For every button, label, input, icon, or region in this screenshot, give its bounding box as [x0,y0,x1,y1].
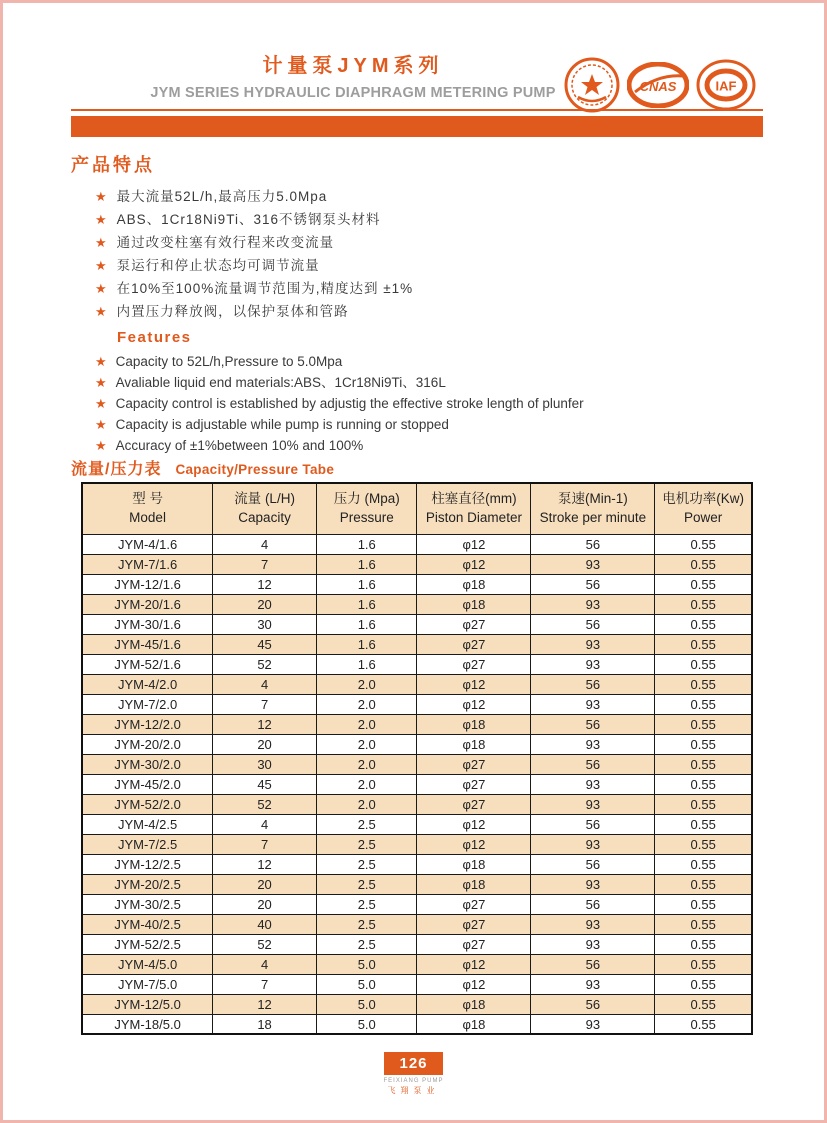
feature-item [95,254,735,277]
feature-text: Accuracy of ±1%between 10% and 100% [115,438,364,453]
table-cell: 5.0 [316,1014,417,1034]
table-cell: 52 [213,794,317,814]
table-cell: 20 [213,874,317,894]
capacity-pressure-table [81,482,753,1035]
table-cell: 2.0 [316,674,417,694]
table-cell: JYM-7/2.5 [82,834,213,854]
pressure-table-body [82,534,752,1034]
table-cell: 2.5 [316,814,417,834]
table-row [82,794,752,814]
feature-text: 内置压力释放阀，以保护泵体和管路 [116,304,349,319]
table-cell: 93 [531,554,655,574]
table-cell: 56 [531,814,655,834]
column-header [531,483,655,534]
feature-item [95,435,735,456]
table-row [82,774,752,794]
table-row [82,854,752,874]
table-cell: 5.0 [316,954,417,974]
table-cell: 20 [213,734,317,754]
feature-item [95,351,735,372]
table-cell: φ12 [417,974,531,994]
table-cell: JYM-20/2.5 [82,874,213,894]
header [103,49,603,101]
table-cell: JYM-52/2.0 [82,794,213,814]
column-header-en: Power [684,509,723,525]
column-header-cn: 泵速(Min-1) [557,491,628,506]
table-row [82,894,752,914]
column-header-en: Capacity [238,509,291,525]
table-row [82,694,752,714]
feature-text: 泵运行和停止状态均可调节流量 [116,258,320,273]
column-header [82,483,213,534]
feature-item [95,208,735,231]
table-cell: 20 [213,594,317,614]
page-title-cn: 计量泵JYM系列 [262,55,444,77]
table-cell: 93 [531,634,655,654]
table-cell: 4 [213,954,317,974]
table-cell: 2.5 [316,874,417,894]
table-cell: JYM-4/2.0 [82,674,213,694]
table-cell: 18 [213,1014,317,1034]
table-cell: 0.55 [655,874,752,894]
table-cell: JYM-7/5.0 [82,974,213,994]
table-cell: JYM-12/2.0 [82,714,213,734]
page-footer [3,1052,824,1096]
column-header-cn: 型 号 [132,491,163,506]
feature-text: Capacity to 52L/h,Pressure to 5.0Mpa [115,354,343,369]
table-cell: 45 [213,774,317,794]
table-cell: 0.55 [655,934,752,954]
table-cell: 45 [213,634,317,654]
table-cell: 56 [531,614,655,634]
table-cell: 93 [531,734,655,754]
table-row [82,554,752,574]
features-heading-en: Features [117,329,192,346]
star-bullet-icon: ★ [95,189,108,204]
table-heading-en: Capacity/Pressure Tabe [175,462,335,477]
table-cell: φ27 [417,934,531,954]
table-cell: 7 [213,834,317,854]
table-row [82,994,752,1014]
table-cell: JYM-52/2.5 [82,934,213,954]
table-cell: 5.0 [316,974,417,994]
table-cell: 93 [531,594,655,614]
column-header-en: Piston Diameter [425,509,522,525]
table-cell: JYM-30/2.0 [82,754,213,774]
table-row [82,1014,752,1034]
column-header [213,483,317,534]
table-cell: φ27 [417,614,531,634]
table-row [82,754,752,774]
feature-text: 在10%至100%流量调节范围为,精度达到 ±1% [116,281,414,296]
star-bullet-icon: ★ [95,212,108,227]
table-cell: 2.0 [316,734,417,754]
table-cell: 12 [213,574,317,594]
feature-item [95,372,735,393]
table-header [82,483,752,534]
table-cell: 93 [531,654,655,674]
header-divider-line [71,109,763,111]
table-cell: φ12 [417,954,531,974]
table-cell: 0.55 [655,894,752,914]
table-cell: φ12 [417,834,531,854]
table-cell: 1.6 [316,554,417,574]
table-cell: 0.55 [655,794,752,814]
table-cell: JYM-4/1.6 [82,534,213,554]
table-cell: φ12 [417,674,531,694]
star-bullet-icon: ★ [95,375,107,390]
table-row [82,874,752,894]
table-cell: JYM-12/1.6 [82,574,213,594]
table-cell: 4 [213,534,317,554]
column-header-cn: 柱塞直径(mm) [431,491,517,506]
table-cell: 0.55 [655,614,752,634]
table-cell: 52 [213,934,317,954]
table-cell: 93 [531,934,655,954]
features-list-en [95,351,735,456]
table-cell: 56 [531,854,655,874]
feature-item [95,414,735,435]
table-cell: JYM-45/1.6 [82,634,213,654]
china-quality-seal-icon [564,57,620,113]
table-cell: 5.0 [316,994,417,1014]
feature-item [95,300,735,323]
table-cell: 0.55 [655,574,752,594]
column-header [655,483,752,534]
table-cell: 0.55 [655,734,752,754]
table-cell: JYM-52/1.6 [82,654,213,674]
features-section [95,185,735,456]
table-cell: φ18 [417,874,531,894]
feature-item [95,231,735,254]
table-row [82,574,752,594]
table-row [82,654,752,674]
feature-text: ABS、1Cr18Ni9Ti、316不锈钢泵头材料 [116,212,381,227]
table-cell: 93 [531,794,655,814]
table-row [82,674,752,694]
table-cell: 2.5 [316,934,417,954]
brand-name-en: FEIXIANG PUMP [383,1078,444,1084]
table-cell: 4 [213,674,317,694]
feature-text: 通过改变柱塞有效行程来改变流量 [116,235,335,250]
table-cell: 2.0 [316,794,417,814]
table-cell: 0.55 [655,974,752,994]
table-cell: 0.55 [655,634,752,654]
table-section-heading [71,456,334,479]
table-cell: 0.55 [655,994,752,1014]
table-cell: φ27 [417,774,531,794]
table-cell: 2.5 [316,834,417,854]
table-row [82,914,752,934]
star-bullet-icon: ★ [95,304,108,319]
table-cell: 30 [213,614,317,634]
feature-text: Capacity control is established by adjustig the effective stroke length of plunfer [115,396,584,411]
table-cell: 93 [531,774,655,794]
svg-text:IAF: IAF [715,78,737,94]
table-cell: 12 [213,994,317,1014]
table-cell: φ12 [417,694,531,714]
table-row [82,634,752,654]
table-cell: 7 [213,974,317,994]
table-cell: 0.55 [655,754,752,774]
features-heading-cn: 产品特点 [71,155,155,175]
table-cell: 1.6 [316,594,417,614]
table-cell: 12 [213,714,317,734]
star-bullet-icon: ★ [95,354,107,369]
feature-item [95,277,735,300]
table-row [82,734,752,754]
table-cell: JYM-7/2.0 [82,694,213,714]
table-cell: 0.55 [655,674,752,694]
table-cell: 1.6 [316,574,417,594]
table-cell: 52 [213,654,317,674]
table-cell: 56 [531,574,655,594]
feature-item [95,393,735,414]
table-cell: 1.6 [316,534,417,554]
table-cell: JYM-18/5.0 [82,1014,213,1034]
table-cell: 0.55 [655,694,752,714]
star-bullet-icon: ★ [95,396,107,411]
table-cell: 0.55 [655,594,752,614]
table-cell: φ12 [417,554,531,574]
table-cell: JYM-30/1.6 [82,614,213,634]
table-cell: 7 [213,554,317,574]
column-header-cn: 压力 (Mpa) [333,491,400,506]
table-cell: φ18 [417,1014,531,1034]
table-cell: φ18 [417,994,531,1014]
table-cell: 30 [213,754,317,774]
table-cell: φ12 [417,534,531,554]
table-row [82,974,752,994]
table-cell: 93 [531,1014,655,1034]
table-cell: φ27 [417,634,531,654]
column-header-en: Stroke per minute [539,509,647,525]
table-cell: 93 [531,974,655,994]
table-cell: 40 [213,914,317,934]
table-cell: JYM-20/1.6 [82,594,213,614]
table-cell: JYM-7/1.6 [82,554,213,574]
table-cell: φ18 [417,854,531,874]
table-cell: 93 [531,914,655,934]
table-row [82,594,752,614]
table-cell: φ12 [417,814,531,834]
table-row [82,954,752,974]
table-cell: JYM-4/2.5 [82,814,213,834]
table-cell: 0.55 [655,534,752,554]
star-bullet-icon: ★ [95,235,108,250]
table-cell: φ27 [417,654,531,674]
table-cell: 0.55 [655,774,752,794]
page-title-en: JYM SERIES HYDRAULIC DIAPHRAGM METERING PUMP [150,85,556,101]
table-cell: 0.55 [655,914,752,934]
feature-text: Avaliable liquid end materials:ABS、1Cr18Ni9Ti、316L [115,375,446,390]
column-header [316,483,417,534]
table-cell: φ27 [417,894,531,914]
column-header-en: Model [129,509,166,525]
table-cell: JYM-20/2.0 [82,734,213,754]
table-row [82,534,752,554]
table-cell: 56 [531,994,655,1014]
table-cell: 56 [531,954,655,974]
table-cell: 0.55 [655,954,752,974]
table-cell: 56 [531,754,655,774]
table-row [82,614,752,634]
column-header-cn: 流量 (L/H) [234,491,295,506]
star-bullet-icon: ★ [95,417,107,432]
table-cell: 0.55 [655,714,752,734]
table-cell: 2.0 [316,774,417,794]
star-bullet-icon: ★ [95,258,108,273]
table-cell: φ27 [417,914,531,934]
page-number-badge: 126 [384,1052,442,1075]
table-cell: φ18 [417,594,531,614]
table-cell: 1.6 [316,614,417,634]
table-cell: 2.0 [316,714,417,734]
header-divider-bar [71,116,763,137]
certification-logos [564,57,756,113]
table-cell: 1.6 [316,654,417,674]
svg-text:CNAS: CNAS [639,79,677,94]
table-cell: φ18 [417,714,531,734]
table-cell: 93 [531,694,655,714]
table-cell: 56 [531,894,655,914]
table-cell: 2.0 [316,694,417,714]
table-cell: 0.55 [655,554,752,574]
table-cell: 56 [531,674,655,694]
table-cell: φ18 [417,734,531,754]
feature-text: 最大流量52L/h,最高压力5.0Mpa [116,189,328,204]
table-cell: 0.55 [655,654,752,674]
table-cell: 12 [213,854,317,874]
table-cell: 20 [213,894,317,914]
table-cell: 2.0 [316,754,417,774]
table-cell: JYM-45/2.0 [82,774,213,794]
table-row [82,834,752,854]
column-header [417,483,531,534]
table-cell: 93 [531,834,655,854]
feature-item [95,185,735,208]
cnas-icon [627,62,689,108]
column-header-cn: 电机功率(Kw) [662,491,745,506]
star-bullet-icon: ★ [95,438,107,453]
table-cell: 7 [213,694,317,714]
table-cell: φ18 [417,574,531,594]
table-header-row [82,483,752,534]
table-cell: JYM-4/5.0 [82,954,213,974]
column-header-en: Pressure [339,509,394,525]
table-cell: 2.5 [316,854,417,874]
table-cell: 2.5 [316,914,417,934]
feature-text: Capacity is adjustable while pump is running or stopped [115,417,449,432]
table-cell: 0.55 [655,854,752,874]
brand-name-cn: 飞翔泵业 [387,1086,440,1095]
table-cell: JYM-12/2.5 [82,854,213,874]
table-cell: φ27 [417,794,531,814]
features-list-cn [95,185,735,323]
table-cell: 0.55 [655,814,752,834]
table-cell: 1.6 [316,634,417,654]
table-cell: JYM-40/2.5 [82,914,213,934]
table-row [82,814,752,834]
table-cell: 0.55 [655,1014,752,1034]
star-bullet-icon: ★ [95,281,108,296]
table-cell: 56 [531,534,655,554]
table-cell: 93 [531,874,655,894]
table-cell: 56 [531,714,655,734]
table-row [82,934,752,954]
table-cell: 0.55 [655,834,752,854]
table-cell: JYM-30/2.5 [82,894,213,914]
table-cell: 4 [213,814,317,834]
table-cell: φ27 [417,754,531,774]
table-cell: JYM-12/5.0 [82,994,213,1014]
table-cell: 2.5 [316,894,417,914]
table-row [82,714,752,734]
table-heading-cn: 流量/压力表 [71,461,162,478]
iaf-icon [696,59,756,111]
